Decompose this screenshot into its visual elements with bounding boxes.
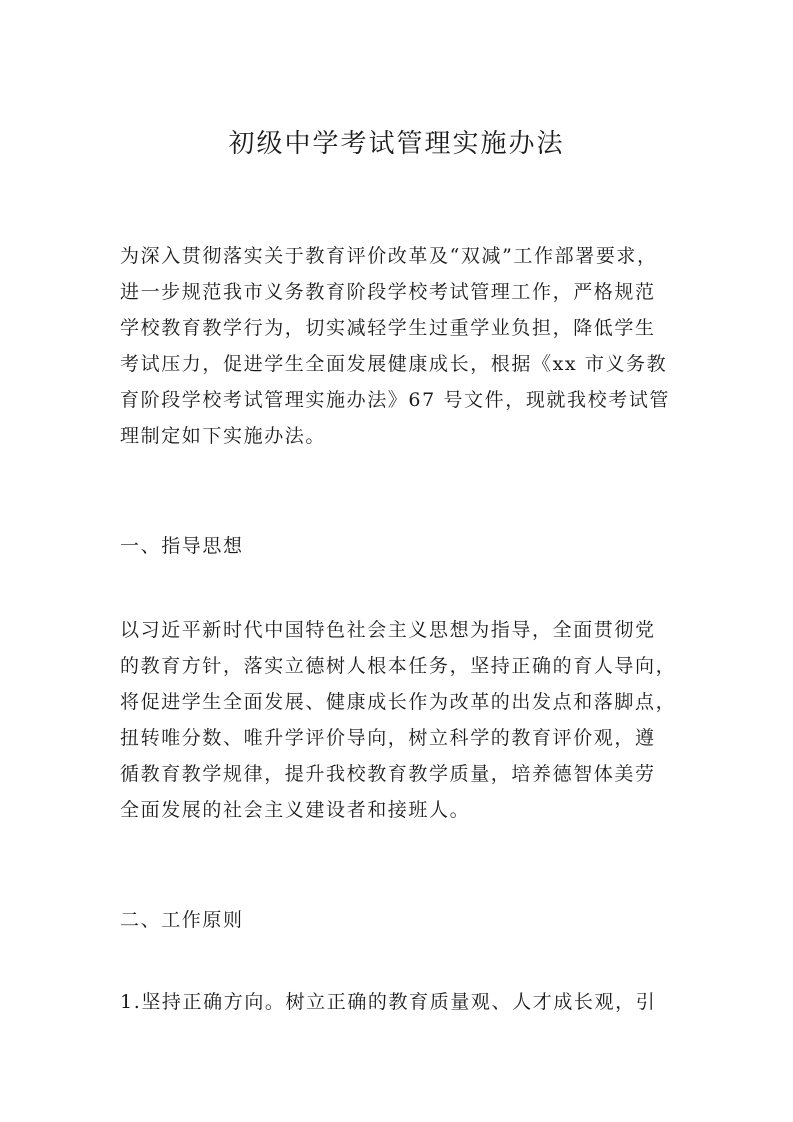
intro-line: 学校教育教学行为，切实减轻学生过重学业负担，降低学生: [120, 317, 656, 339]
paragraph-line: 扭转唯分数、唯升学评价导向，树立科学的教育评价观，遵: [120, 727, 656, 749]
intro-line: 为深入贯彻落实关于教育评价改革及“双减”工作部署要求，: [120, 245, 658, 267]
section-heading-text: 一、指导思想: [120, 535, 244, 557]
section-heading-guiding-ideology: [120, 528, 680, 564]
paragraph-line: 以习近平新时代中国特色社会主义思想为指导，全面贯彻党: [120, 619, 656, 641]
section-heading-work-principles: [120, 902, 680, 938]
document-title: 初级中学考试管理实施办法: [228, 129, 565, 159]
section-heading-text: 二、工作原则: [120, 909, 244, 931]
intro-line: 育阶段学校考试管理实施办法》67 号文件，现就我校考试管: [120, 389, 671, 411]
intro-line: 理制定如下实施办法。: [120, 425, 327, 447]
intro-line: 考试压力，促进学生全面发展健康成长，根据《xx 市义务教: [120, 353, 668, 375]
intro-paragraph: [120, 238, 680, 454]
paragraph-line: 1.坚持正确方向。树立正确的教育质量观、人才成长观，引: [120, 991, 657, 1013]
paragraph-line: 的教育方针，落实立德树人根本任务，坚持正确的育人导向，: [120, 655, 677, 677]
paragraph-line: 全面发展的社会主义建设者和接班人。: [120, 799, 471, 821]
paragraph-line: 循教育教学规律，提升我校教育教学质量，培养德智体美劳: [120, 763, 656, 785]
guiding-ideology-paragraph: [120, 612, 680, 828]
intro-line: 进一步规范我市义务教育阶段学校考试管理工作，严格规范: [120, 281, 656, 303]
work-principles-paragraph: [120, 984, 680, 1020]
paragraph-line: 将促进学生全面发展、健康成长作为改革的出发点和落脚点，: [120, 691, 677, 713]
